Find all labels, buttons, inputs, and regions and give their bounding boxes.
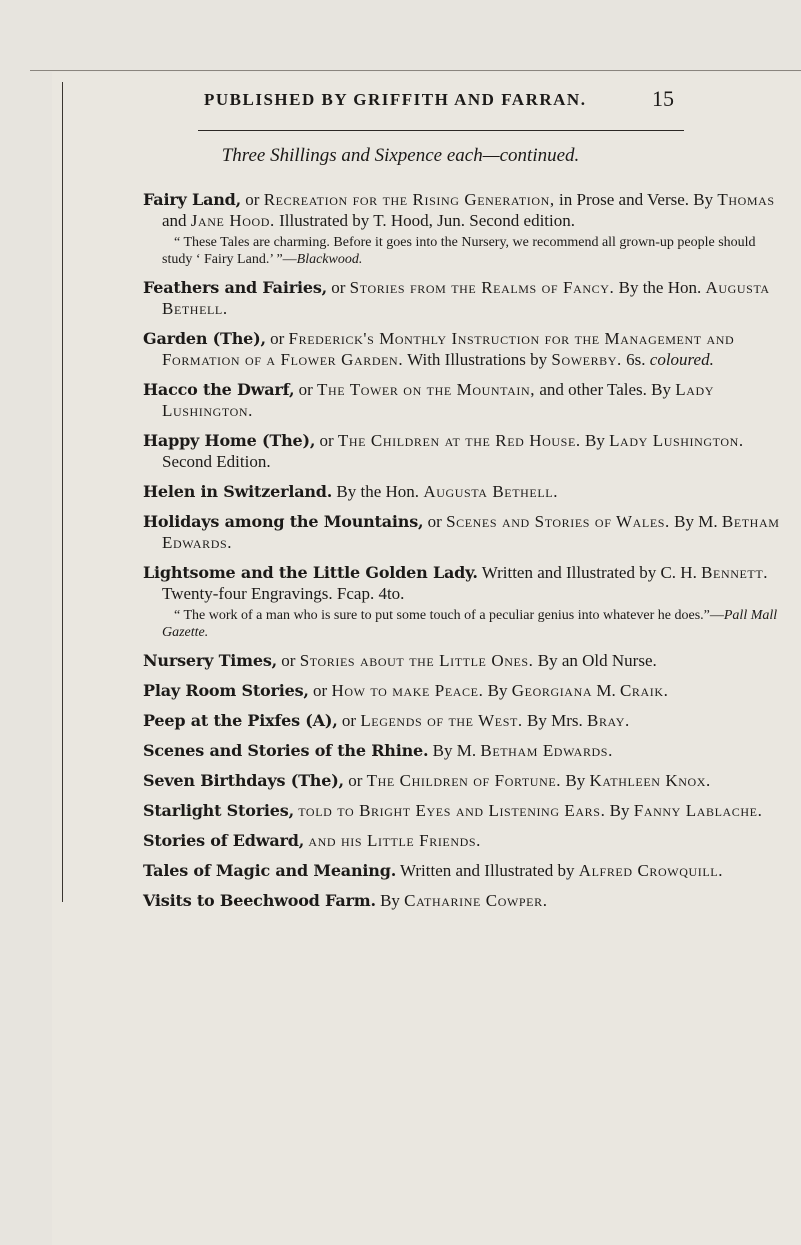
catalogue-entry xyxy=(143,680,783,701)
entry-text: Illustrated by T. Hood, Jun. Second edition. xyxy=(274,211,575,230)
alt-title: The Children of Fortune. xyxy=(366,771,562,790)
page-number: 15 xyxy=(652,86,674,111)
book-title: Play Room Stories, xyxy=(143,681,309,700)
entry-text: or xyxy=(241,190,264,209)
author-name: Kathleen Knox. xyxy=(589,771,711,790)
press-quote xyxy=(162,607,783,641)
book-title: Seven Birthdays (The), xyxy=(143,771,344,790)
author-name: Betham Edwards. xyxy=(162,512,780,552)
catalogue-list xyxy=(143,189,783,920)
entry-text: M. xyxy=(592,681,620,700)
alt-title: Scenes and Stories of Wales. xyxy=(446,512,670,531)
book-title: Garden (The), xyxy=(143,329,266,348)
book-title: Fairy Land, xyxy=(143,190,242,209)
entry-text: With Illustrations by xyxy=(403,350,552,369)
page-top-edge xyxy=(30,70,801,71)
author-name: Augusta Bethell. xyxy=(423,482,559,501)
entry-text: or xyxy=(337,711,361,730)
quote-source: Blackwood. xyxy=(296,252,363,267)
catalogue-entry xyxy=(143,481,783,502)
author-name: Augusta Bethell. xyxy=(162,278,770,318)
catalogue-entry xyxy=(143,770,783,791)
alt-title: The Tower on the Mountain, xyxy=(317,380,536,399)
entry-text: By xyxy=(483,681,512,700)
entry-text: and other Tales. By xyxy=(535,380,676,399)
author-name: Sowerby. xyxy=(551,350,622,369)
catalogue-entry xyxy=(143,800,783,821)
entry-text: By xyxy=(561,771,590,790)
entry-text: By an Old Nurse. xyxy=(533,651,657,670)
header-rule xyxy=(198,130,684,131)
book-title: Holidays among the Mountains, xyxy=(143,512,424,531)
quote-text: “ The work of a man who is sure to put some touch of a peculiar genius into whatever he does.”— xyxy=(174,608,724,623)
entry-text: or xyxy=(308,681,332,700)
entry-text: By the Hon. xyxy=(614,278,706,297)
entry-text: or xyxy=(265,329,289,348)
author-name: Bray. xyxy=(587,711,630,730)
catalogue-entry xyxy=(143,830,783,851)
page-left-edge xyxy=(62,82,63,902)
book-title: Scenes and Stories of the Rhine. xyxy=(143,741,429,760)
book-title: Happy Home (The), xyxy=(143,431,316,450)
catalogue-entry xyxy=(143,740,783,761)
catalogue-entry xyxy=(143,890,783,911)
catalogue-entry xyxy=(143,650,783,671)
catalogue-entry xyxy=(143,562,783,641)
alt-title: Legends of the West. xyxy=(360,711,523,730)
press-quote xyxy=(162,234,783,268)
book-title: Peep at the Pixfes (A), xyxy=(143,711,338,730)
entry-text: By xyxy=(580,431,610,450)
author-name: Georgiana xyxy=(511,681,593,700)
alt-title: Stories about the Little Ones. xyxy=(299,651,534,670)
alt-title: Stories from the Realms of Fancy. xyxy=(349,278,615,297)
catalogue-entry xyxy=(143,511,783,553)
entry-text: coloured. xyxy=(649,350,714,369)
author-name: Lady Lushington. xyxy=(162,380,715,420)
book-title: Stories of Edward, xyxy=(143,831,305,850)
author-name: Catharine Cowper. xyxy=(404,891,548,910)
entry-text: or xyxy=(277,651,300,670)
book-title: Visits to Beechwood Farm. xyxy=(143,891,376,910)
entry-text: By M. xyxy=(669,512,722,531)
entry-text: Written and Illustrated by C. H. xyxy=(477,563,702,582)
entry-text: and xyxy=(162,211,191,230)
page-header xyxy=(204,86,674,116)
entry-text: or xyxy=(315,431,338,450)
catalogue-entry xyxy=(143,379,783,421)
entry-text: or xyxy=(423,512,447,531)
entry-text: By M. xyxy=(428,741,481,760)
alt-title: told to Bright Eyes and Listening Ears. xyxy=(298,801,606,820)
entry-text: in Prose and Verse. By xyxy=(554,190,718,209)
alt-title: How to make Peace. xyxy=(331,681,484,700)
book-title: Lightsome and the Little Golden Lady. xyxy=(143,563,478,582)
entry-text: By xyxy=(375,891,405,910)
alt-title: Recreation for the Rising Generation, xyxy=(263,190,555,209)
author-name: Fanny Lablache. xyxy=(633,801,763,820)
catalogue-entry xyxy=(143,430,783,472)
entry-text: Written and Illustrated by xyxy=(396,861,579,880)
book-title: Helen in Switzerland. xyxy=(143,482,333,501)
catalogue-entry xyxy=(143,189,783,268)
section-subtitle: Three Shillings and Sixpence each—continued. xyxy=(221,145,580,166)
book-title: Feathers and Fairies, xyxy=(143,278,327,297)
catalogue-entry xyxy=(143,860,783,881)
entry-text: or xyxy=(343,771,367,790)
alt-title: The Children at the Red House. xyxy=(337,431,581,450)
book-title: Hacco the Dwarf, xyxy=(143,380,295,399)
quote-text: “ These Tales are charming. Before it goes into the Nursery, we recommend all grown-up people should study ‘ Fairy Land.’ ”— xyxy=(162,235,756,267)
author-name: Thomas xyxy=(717,190,775,209)
entry-text: Twenty-four Engravings. Fcap. 4to. xyxy=(162,584,405,603)
catalogue-entry xyxy=(143,328,783,370)
entry-text: or xyxy=(327,278,350,297)
author-name: Craik. xyxy=(619,681,669,700)
entry-text: or xyxy=(294,380,318,399)
author-name: Jane Hood. xyxy=(190,211,275,230)
catalogue-entry xyxy=(143,710,783,731)
entry-text: Second Edition. xyxy=(162,452,271,471)
book-title: Nursery Times, xyxy=(143,651,278,670)
author-name: Lady Lushington. xyxy=(609,431,744,450)
alt-title: and his Little Friends. xyxy=(308,831,481,850)
author-name: Bennett. xyxy=(701,563,769,582)
entry-text: By xyxy=(605,801,634,820)
entry-text: 6s. xyxy=(621,350,650,369)
entry-text: By the Hon. xyxy=(332,482,424,501)
book-title: Tales of Magic and Meaning. xyxy=(143,861,397,880)
book-title: Starlight Stories, xyxy=(143,801,294,820)
catalogue-entry xyxy=(143,277,783,319)
author-name: Alfred Crowquill. xyxy=(578,861,724,880)
entry-text: By Mrs. xyxy=(522,711,588,730)
running-head: PUBLISHED BY GRIFFITH AND FARRAN. xyxy=(204,90,587,109)
quote-source: Pall Mall Gazette. xyxy=(162,608,778,640)
author-name: Betham Edwards. xyxy=(480,741,613,760)
alt-title: Frederick's Monthly Instruction for the Management and Formation of a Flower Garden. xyxy=(162,329,735,369)
